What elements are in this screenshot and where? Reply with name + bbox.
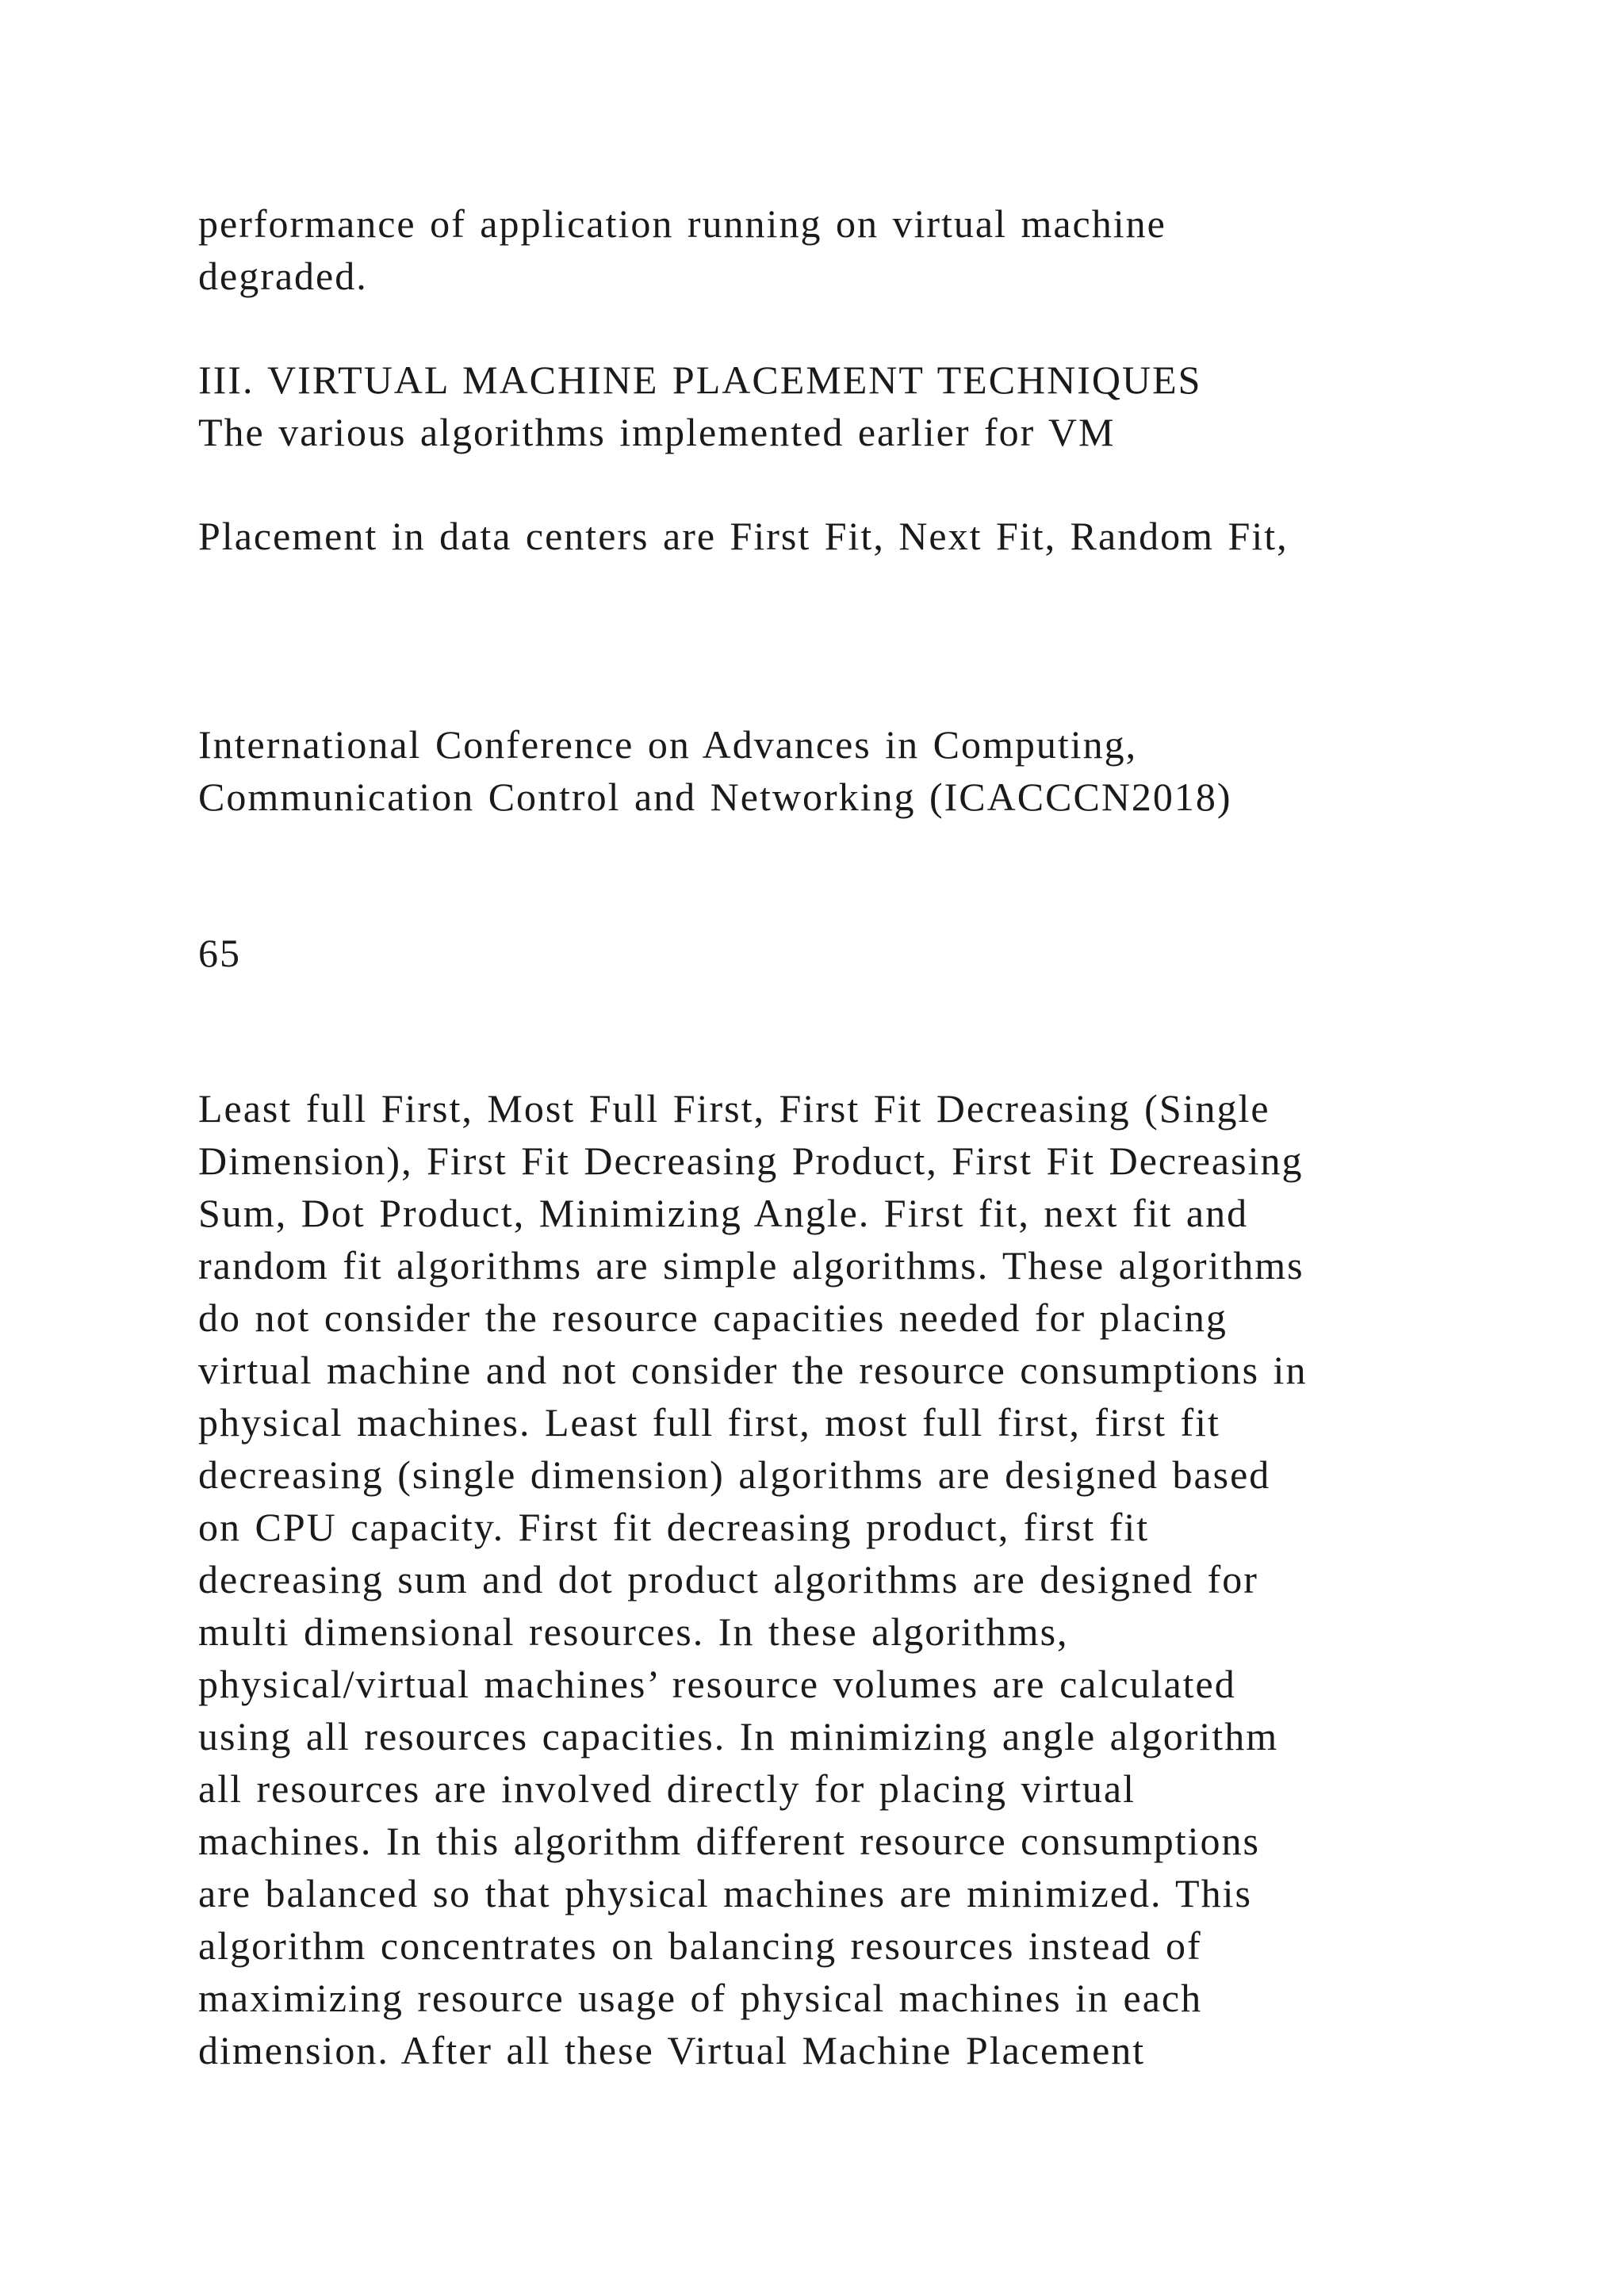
body-text-line: virtual machine and not consider the resource consumptions in bbox=[198, 1348, 1308, 1392]
body-text-line: physical/virtual machines’ resource volumes are calculated bbox=[198, 1662, 1236, 1706]
body-text-line: physical machines. Least full first, most full first, first fit bbox=[198, 1400, 1220, 1445]
body-text-line: machines. In this algorithm different resource consumptions bbox=[198, 1819, 1260, 1863]
body-text-line: degraded. bbox=[198, 254, 368, 298]
body-text-line: random fit algorithms are simple algorithms. These algorithms bbox=[198, 1243, 1304, 1288]
body-text-line: using all resources capacities. In minimizing angle algorithm bbox=[198, 1714, 1279, 1758]
body-text-line: algorithm concentrates on balancing resources instead of bbox=[198, 1923, 1202, 1968]
body-text-line: performance of application running on virtual machine bbox=[198, 201, 1166, 246]
running-footer-line: International Conference on Advances in Computing, bbox=[198, 722, 1138, 767]
body-text-line: dimension. After all these Virtual Machine Placement bbox=[198, 2028, 1146, 2072]
body-text-line: decreasing (single dimension) algorithms are designed based bbox=[198, 1452, 1271, 1497]
body-text-line: Sum, Dot Product, Minimizing Angle. First fit, next fit and bbox=[198, 1191, 1249, 1235]
body-text-line: Dimension), First Fit Decreasing Product, First Fit Decreasing bbox=[198, 1138, 1304, 1183]
section-heading: III. VIRTUAL MACHINE PLACEMENT TECHNIQUES bbox=[198, 358, 1202, 402]
body-text-line: do not consider the resource capacities needed for placing bbox=[198, 1295, 1228, 1340]
body-text-line: The various algorithms implemented earlier for VM bbox=[198, 410, 1116, 454]
body-text-line: maximizing resource usage of physical machines in each bbox=[198, 1976, 1203, 2020]
running-footer-line: Communication Control and Networking (ICACCCN2018) bbox=[198, 775, 1232, 819]
body-text-line: are balanced so that physical machines are minimized. This bbox=[198, 1871, 1252, 1915]
page-number: 65 bbox=[198, 931, 241, 975]
body-text-line: decreasing sum and dot product algorithms are designed for bbox=[198, 1557, 1258, 1601]
body-text-line: all resources are involved directly for placing virtual bbox=[198, 1766, 1136, 1811]
body-text-line: Least full First, Most Full First, First Fit Decreasing (Single bbox=[198, 1086, 1270, 1131]
body-text-line: multi dimensional resources. In these algorithms, bbox=[198, 1609, 1069, 1654]
body-text-line: Placement in data centers are First Fit, Next Fit, Random Fit, bbox=[198, 514, 1289, 558]
body-text-line: on CPU capacity. First fit decreasing product, first fit bbox=[198, 1505, 1150, 1549]
